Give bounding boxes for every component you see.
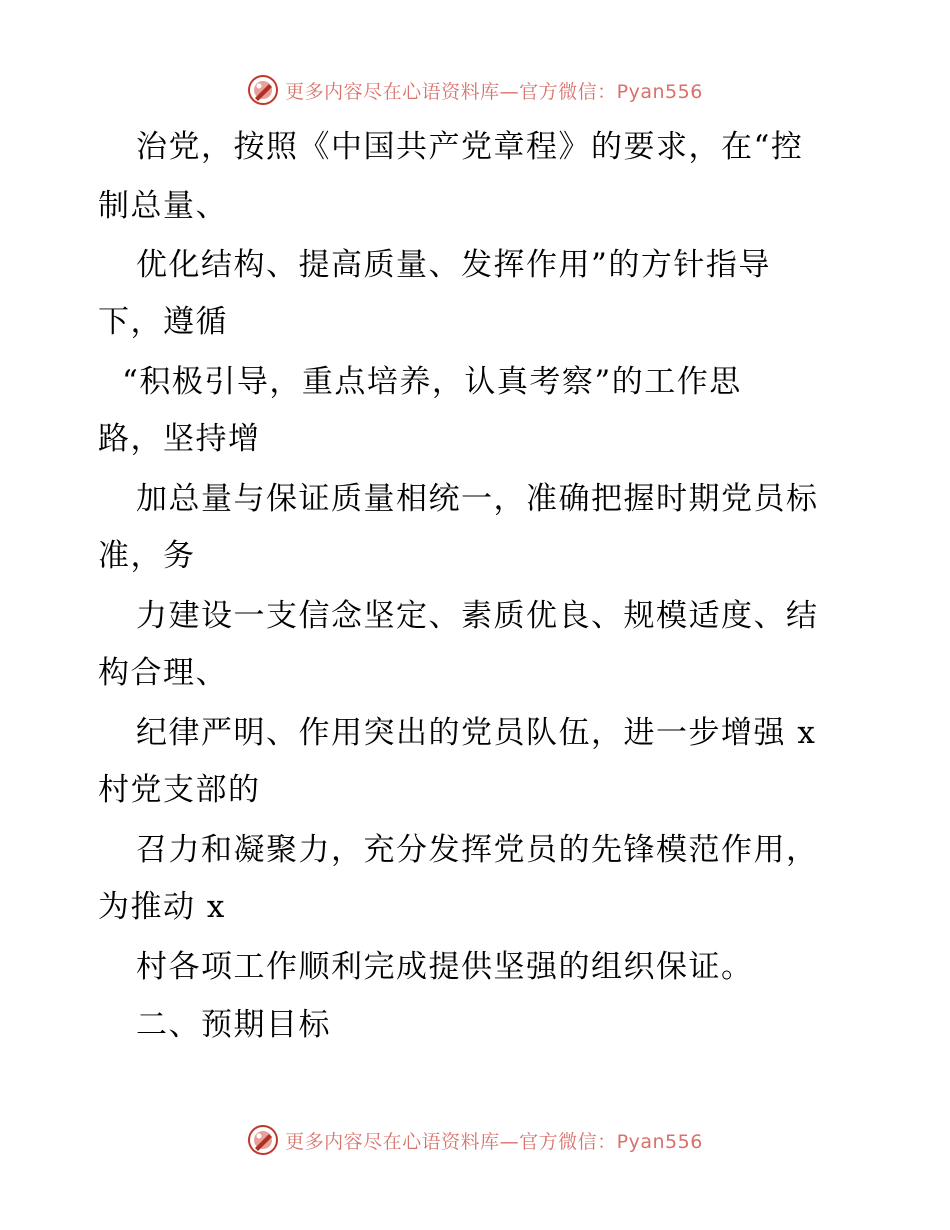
paragraph-line: 构合理、 (98, 655, 228, 691)
paragraph-line: 召力和凝聚力，充分发挥党员的先锋模范作用， (136, 832, 819, 868)
paragraph-line: 为推动 x (98, 889, 226, 925)
watermark-text: 更多内容尽在心语资料库—官方微信：Pyan556 (285, 1130, 703, 1153)
footer-watermark (0, 1120, 950, 1160)
section-heading: 二、预期目标 (136, 1007, 331, 1043)
paragraph-line: 纪律严明、作用突出的党员队伍，进一步增强 x (136, 715, 817, 751)
paragraph-line: “积极引导，重点培养，认真考察”的工作思 (122, 364, 742, 400)
paragraph-line: 力建设一支信念坚定、素质优良、规模适度、结 (136, 598, 819, 634)
paragraph-line: 治党，按照《中国共产党章程》的要求，在“控 (136, 129, 804, 165)
watermark-text: 更多内容尽在心语资料库—官方微信：Pyan556 (285, 80, 703, 103)
paragraph-line: 加总量与保证质量相统一，准确把握时期党员标 (136, 481, 819, 517)
paragraph-line: 准，务 (98, 538, 196, 574)
paragraph-line: 路，坚持增 (98, 421, 261, 457)
header-watermark (0, 70, 950, 110)
paragraph-line: 村党支部的 (98, 772, 261, 808)
paragraph-line: 下，遵循 (98, 304, 228, 340)
paragraph-line: 村各项工作顺利完成提供坚强的组织保证。 (136, 949, 754, 985)
paragraph-line: 优化结构、提高质量、发挥作用”的方针指导 (136, 247, 771, 283)
pen-nib-logo-icon (247, 74, 279, 106)
paragraph-line: 制总量、 (98, 188, 228, 224)
pen-nib-logo-icon (247, 1124, 279, 1156)
